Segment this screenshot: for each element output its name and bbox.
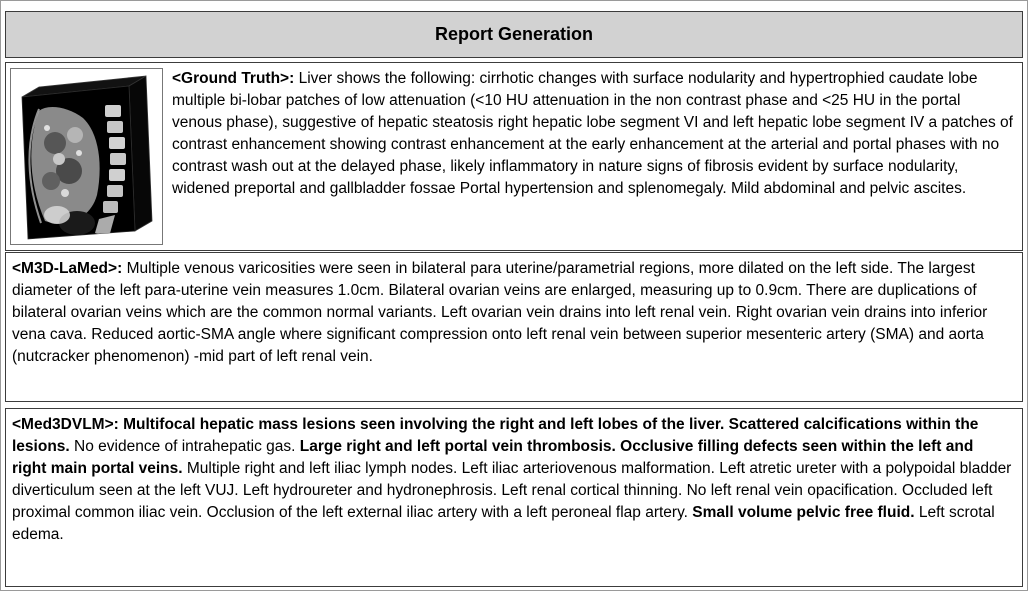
med3dvlm-segment: Left scrotal edema. xyxy=(12,504,995,543)
m3d-lamed-text: Multiple venous varicosities were seen in bilateral para uterine/parametrial regions, more dilated on the left side. The largest diameter of the left para-uterine vein measures 1.0cm. Bilateral ovarian veins are enlarged, measuring up to 0.9cm. There are duplications of bilateral ovarian veins which are the common normal variants. Left ovarian vein drains into left renal vein. Right ovarian vein drains into inferior vena cava. Reduced aortic-SMA angle where significant compression onto left renal vein between superior mesenteric artery (SMA) and aorta (nutcracker phenomenon) -mid part of left renal vein. xyxy=(12,260,988,365)
ground-truth-row xyxy=(5,62,1023,251)
m3d-lamed-row xyxy=(5,252,1023,402)
med3dvlm-segment: Multiple right and left iliac lymph nodes. Left iliac arteriovenous malformation. Left atretic ureter with a polypoidal bladder diverticulum seen at the left VUJ. Left hydroureter and hydronephrosis. Left renal cortical thinning. No left renal vein opacification. Occluded left proximal common iliac vein. Occlusion of the left external iliac artery with a left peroneal flap artery. xyxy=(12,460,1012,521)
ground-truth-text: Liver shows the following: cirrhotic changes with surface nodularity and hypertrophied caudate lobe multiple bi-lobar patches of low attenuation (<10 HU attenuation in the non contrast phase and <25 HU in the portal venous phase), suggestive of hepatic steatosis right hepatic lobe segment VI and left hepatic lobe segment IV a patches of contrast enhancement showing contrast enhancement at the early enhancement at the arterial and portal phases with no contrast wash out at the delayed phase, likely inflammatory in nature signs of fibrosis evident by surface nodularity, widened preportal and gallbladder fossae Portal hypertension and splenomegaly. Mild abdominal and pelvic ascites. xyxy=(172,70,1013,197)
med3dvlm-segment: No evidence of intrahepatic gas. xyxy=(74,438,296,455)
med3dvlm-segment-bold: Large right and left portal vein thrombosis. Occlusive filling defects seen within the left and right main portal veins. xyxy=(12,438,974,477)
m3d-lamed-label: <M3D-LaMed>: xyxy=(12,260,123,277)
med3dvlm-segment-bold: Multifocal hepatic mass lesions seen involving the right and left lobes of the liver. Scattered calcifications within the lesions. xyxy=(12,416,979,455)
ground-truth-paragraph xyxy=(172,68,1014,200)
med3dvlm-paragraph xyxy=(6,409,1022,546)
med3dvlm-segment-bold: Small volume pelvic free fluid. xyxy=(692,504,915,521)
med3dvlm-row xyxy=(5,408,1023,587)
figure-title: Report Generation xyxy=(434,24,594,44)
ct-volume-render xyxy=(17,73,157,241)
figure-title-bar xyxy=(5,11,1023,58)
med3dvlm-label: <Med3DVLM>: xyxy=(12,416,119,433)
ct-volume-thumbnail xyxy=(10,68,163,245)
m3d-lamed-paragraph xyxy=(6,253,1022,368)
ground-truth-label: <Ground Truth>: xyxy=(172,70,295,87)
